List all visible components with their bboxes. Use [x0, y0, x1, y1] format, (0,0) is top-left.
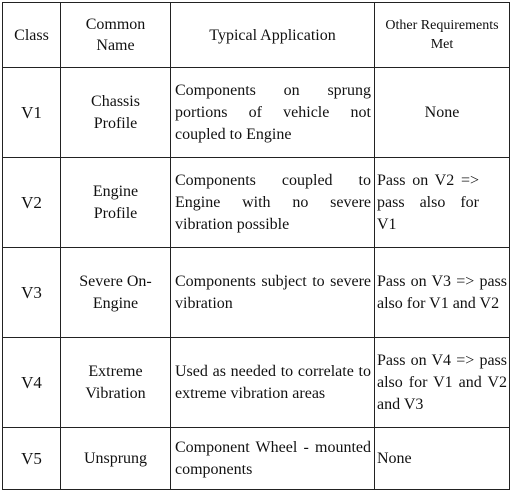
vibration-class-table-container: [2, 2, 510, 490]
header-typical-application: Typical Application: [171, 3, 375, 68]
other-requirements-cell: Pass on V4 => pass also for V1 and V2 and V3: [375, 338, 510, 428]
typical-application-cell: Components coupled to Engine with no severe vibration possible: [171, 158, 375, 248]
vibration-class-table: [2, 2, 510, 490]
header-class: Class: [3, 3, 61, 68]
table-row: [3, 428, 510, 490]
class-cell: V4: [3, 338, 61, 428]
class-cell: V2: [3, 158, 61, 248]
typical-application-cell: Components subject to severe vibration: [171, 248, 375, 338]
other-requirements-cell: None: [375, 68, 510, 158]
class-cell: V1: [3, 68, 61, 158]
common-name-cell: Extreme Vibration: [61, 338, 171, 428]
common-name-cell: Severe On-Engine: [61, 248, 171, 338]
class-cell: V5: [3, 428, 61, 490]
common-name-cell: Chassis Profile: [61, 68, 171, 158]
other-requirements-cell: Pass on V3 => pass also for V1 and V2: [375, 248, 510, 338]
header-common-name: Common Name: [61, 3, 171, 68]
class-cell: V3: [3, 248, 61, 338]
header-row: [3, 3, 510, 68]
table-row: [3, 248, 510, 338]
common-name-cell: Engine Profile: [61, 158, 171, 248]
typical-application-cell: Used as needed to correlate to extreme vibration areas: [171, 338, 375, 428]
common-name-cell: Unsprung: [61, 428, 171, 490]
table-row: [3, 68, 510, 158]
typical-application-cell: Component Wheel - mounted components: [171, 428, 375, 490]
header-other-requirements: Other Requirements Met: [375, 3, 510, 68]
other-requirements-cell: None: [375, 428, 510, 490]
table-row: [3, 158, 510, 248]
typical-application-cell: Components on sprung portions of vehicle not coupled to Engine: [171, 68, 375, 158]
other-requirements-cell: Pass on V2 => pass also for V1: [375, 158, 510, 248]
table-row: [3, 338, 510, 428]
